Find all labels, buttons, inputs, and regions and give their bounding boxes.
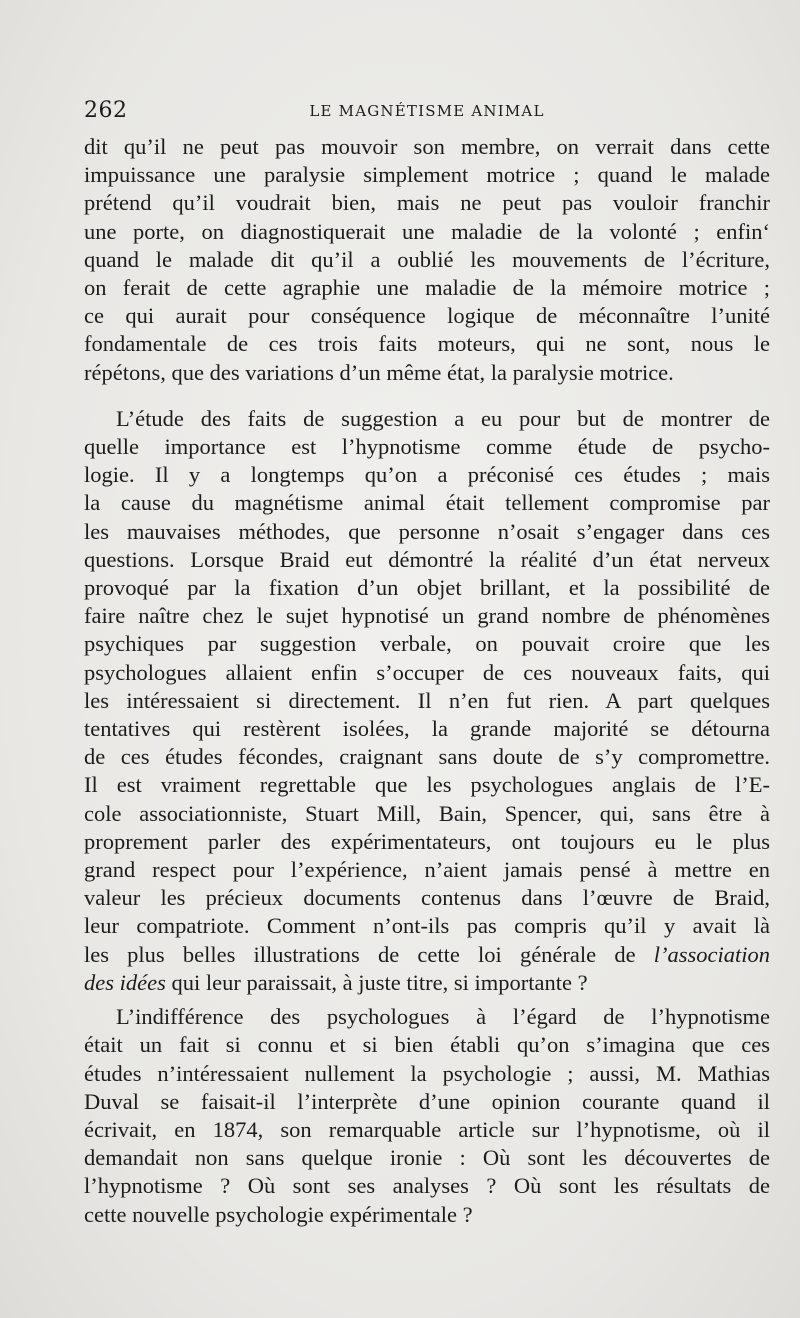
text-line: tentatives qui restèrent isolées, la grande majorité se détourna <box>84 716 770 742</box>
text-line: les mauvaises méthodes, que personne n’osait s’engager dans ces <box>84 518 770 544</box>
text-line: cole associationniste, Stuart Mill, Bain, Spencer, qui, sans être à <box>84 800 770 826</box>
text-line: prétend qu’il voudrait bien, mais ne peut pas vouloir franchir <box>84 190 770 216</box>
text-line: les intéressaient si directement. Il n’en fut rien. A part quelques <box>84 687 770 713</box>
text-line: quelle importance est l’hypnotisme comme étude de psycho- <box>84 434 770 460</box>
text-line: impuissance une paralysie simplement motrice ; quand le malade <box>84 162 770 188</box>
text-line: faire naître chez le sujet hypnotisé un grand nombre de phénomènes <box>84 603 770 629</box>
text-line: valeur les précieux documents contenus dans l’œuvre de Braid, <box>84 885 770 911</box>
text-line: grand respect pour l’expérience, n’aient jamais pensé à mettre en <box>84 857 770 883</box>
text-line: L’indifférence des psychologues à l’égard de l’hypnotisme <box>116 1004 770 1030</box>
italic-term: l’association <box>653 941 770 967</box>
text-line: logie. Il y a longtemps qu’on a préconisé ces études ; mais <box>84 462 770 488</box>
text-line: fondamentale de ces trois faits moteurs, qui ne sont, nous le <box>84 331 770 357</box>
page-header <box>84 98 770 128</box>
text-line-with-italic <box>84 941 770 969</box>
text-line: psychologues allaient enfin s’occuper de ces nouveaux faits, qui <box>84 659 770 685</box>
text-line: une porte, on diagnostiquerait une maladie de la volonté ; enfin‘ <box>84 218 770 244</box>
italic-term: des idées <box>84 969 166 995</box>
text-line: Duval se faisait-il l’interprète d’une opinion courante quand il <box>84 1088 770 1114</box>
text-line: cette nouvelle psychologie expérimentale ? <box>84 1201 473 1227</box>
text-line: leur compatriote. Comment n’ont-ils pas compris qu’il y avait là <box>84 913 770 939</box>
text-line: écrivait, en 1874, son remarquable article sur l’hypnotisme, où il <box>84 1116 770 1142</box>
text-line: dit qu’il ne peut pas mouvoir son membre, on verrait dans cette <box>84 134 770 159</box>
text-line: psychiques par suggestion verbale, on pouvait croire que les <box>84 631 770 657</box>
text-line: ce qui aurait pour conséquence logique de méconnaître l’unité <box>84 303 770 329</box>
text-line: proprement parler des expérimentateurs, ont toujours eu le plus <box>84 828 770 854</box>
text-segment: les plus belles illustrations de cette loi générale de <box>84 941 636 967</box>
page-number: 262 <box>84 98 128 123</box>
running-head: LE MAGNÉTISME ANIMAL <box>309 102 545 120</box>
text-line: études n’intéressaient nullement la psychologie ; aussi, M. Mathias <box>84 1060 770 1086</box>
text-line: répétons, que des variations d’un même état, la paralysie motrice. <box>84 359 674 385</box>
text-line: l’hypnotisme ? Où sont ses analyses ? Où sont les résultats de <box>84 1173 770 1199</box>
paragraph-gap <box>84 387 770 405</box>
text-line: quand le malade dit qu’il a oublié les mouvements de l’écriture, <box>84 246 770 272</box>
text-line: demandait non sans quelque ironie : Où sont les découvertes de <box>84 1145 770 1171</box>
text-line: provoqué par la fixation d’un objet brillant, et la possibilité de <box>84 575 770 601</box>
text-line: questions. Lorsque Braid eut démontré la réalité d’un état nerveux <box>84 546 770 572</box>
text-line: la cause du magnétisme animal était tellement compromise par <box>84 490 770 516</box>
text-line: L’étude des faits de suggestion a eu pour but de montrer de <box>116 405 770 431</box>
text-line: on ferait de cette agraphie une maladie de la mémoire motrice ; <box>84 275 770 301</box>
text-line: de ces études fécondes, craignant sans doute de s’y compromettre. <box>84 744 770 770</box>
text-line: était un fait si connu et si bien établi qu’on s’imagina que ces <box>84 1032 770 1058</box>
text-line-with-italic <box>84 969 770 997</box>
body-text <box>84 133 770 1229</box>
text-line: Il est vraiment regrettable que les psychologues anglais de l’E- <box>84 772 770 798</box>
text-segment: qui leur paraissait, à juste titre, si importante ? <box>171 969 588 995</box>
